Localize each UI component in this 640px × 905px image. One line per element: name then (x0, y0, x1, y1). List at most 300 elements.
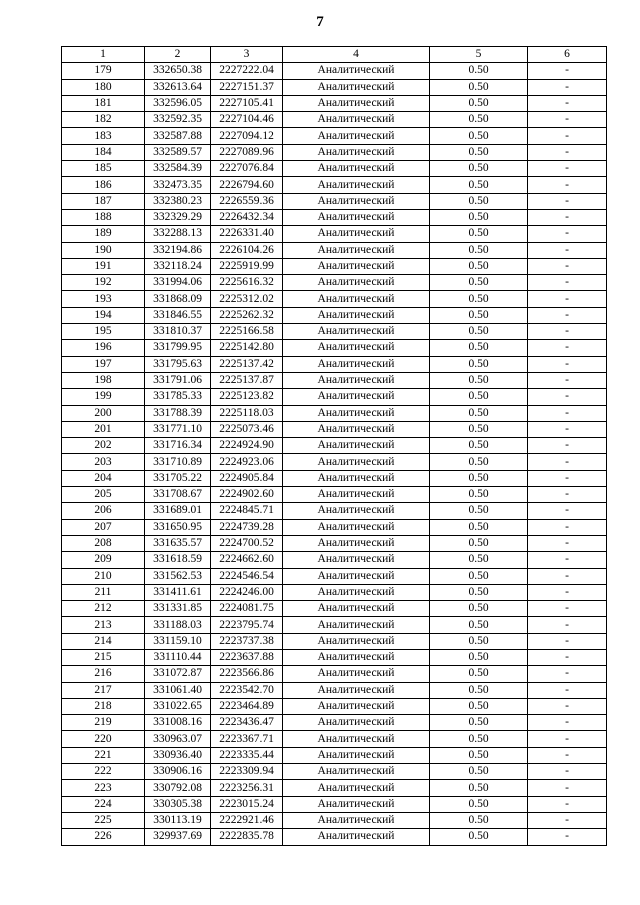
table-cell: - (528, 177, 607, 193)
table-cell: Аналитический (283, 780, 430, 796)
table-cell: 331562.53 (145, 568, 211, 584)
table-cell: Аналитический (283, 193, 430, 209)
table-cell: 2224845.71 (211, 503, 283, 519)
table-cell: 331188.03 (145, 617, 211, 633)
table-cell: 190 (62, 242, 145, 258)
table-cell: Аналитический (283, 731, 430, 747)
table-row (62, 764, 607, 780)
table-cell: 330305.38 (145, 796, 211, 812)
table-cell: 2223309.94 (211, 764, 283, 780)
column-header-5: 5 (430, 47, 528, 63)
table-cell: 0.50 (430, 209, 528, 225)
table-cell: - (528, 193, 607, 209)
table-cell: - (528, 275, 607, 291)
table-cell: Аналитический (283, 79, 430, 95)
table-cell: 2227104.46 (211, 112, 283, 128)
table-cell: Аналитический (283, 829, 430, 845)
table-cell: Аналитический (283, 356, 430, 372)
table-row (62, 112, 607, 128)
table-cell: 331708.67 (145, 487, 211, 503)
table-cell: 203 (62, 454, 145, 470)
table-cell: - (528, 796, 607, 812)
table-row (62, 95, 607, 111)
table-cell: 0.50 (430, 552, 528, 568)
table-cell: 2225166.58 (211, 324, 283, 340)
table-cell: - (528, 503, 607, 519)
table-cell: - (528, 144, 607, 160)
table-cell: 331868.09 (145, 291, 211, 307)
table-cell: 2223566.86 (211, 666, 283, 682)
table-cell: 205 (62, 487, 145, 503)
table-cell: - (528, 535, 607, 551)
table-cell: 2226432.34 (211, 209, 283, 225)
table-cell: - (528, 454, 607, 470)
table-cell: 185 (62, 161, 145, 177)
table-cell: 0.50 (430, 144, 528, 160)
table-row (62, 568, 607, 584)
table-cell: 0.50 (430, 601, 528, 617)
table-cell: 2225073.46 (211, 421, 283, 437)
table-cell: - (528, 324, 607, 340)
table-cell: 332118.24 (145, 258, 211, 274)
table-cell: Аналитический (283, 275, 430, 291)
table-cell: 216 (62, 666, 145, 682)
table-cell: 331846.55 (145, 307, 211, 323)
table-cell: 218 (62, 698, 145, 714)
table-cell: - (528, 95, 607, 111)
table-cell: - (528, 307, 607, 323)
table-cell: - (528, 487, 607, 503)
table-cell: 331061.40 (145, 682, 211, 698)
table-cell: Аналитический (283, 389, 430, 405)
table-row (62, 226, 607, 242)
table-cell: 2224546.54 (211, 568, 283, 584)
table-cell: 0.50 (430, 389, 528, 405)
table-cell: 330963.07 (145, 731, 211, 747)
table-cell: 221 (62, 747, 145, 763)
table-cell: 0.50 (430, 698, 528, 714)
table-cell: Аналитический (283, 209, 430, 225)
table-cell: 2222835.78 (211, 829, 283, 845)
table-cell: 0.50 (430, 128, 528, 144)
table-row (62, 666, 607, 682)
column-header-6: 6 (528, 47, 607, 63)
table-cell: - (528, 340, 607, 356)
table-cell: 0.50 (430, 715, 528, 731)
table-cell: 2224662.60 (211, 552, 283, 568)
table-row (62, 519, 607, 535)
table-cell: Аналитический (283, 617, 430, 633)
table-cell: Аналитический (283, 552, 430, 568)
table-cell: - (528, 405, 607, 421)
table-row (62, 372, 607, 388)
table-cell: - (528, 161, 607, 177)
table-row (62, 258, 607, 274)
table-cell: 0.50 (430, 584, 528, 600)
table-cell: 220 (62, 731, 145, 747)
table-row (62, 242, 607, 258)
table-cell: Аналитический (283, 519, 430, 535)
table-cell: 331072.87 (145, 666, 211, 682)
table-cell: 2226104.26 (211, 242, 283, 258)
table-cell: 0.50 (430, 291, 528, 307)
table-cell: - (528, 764, 607, 780)
table-cell: 0.50 (430, 666, 528, 682)
table-cell: 0.50 (430, 454, 528, 470)
table-cell: 2223637.88 (211, 649, 283, 665)
table-row (62, 796, 607, 812)
table-cell: - (528, 470, 607, 486)
table-cell: - (528, 226, 607, 242)
table-cell: - (528, 356, 607, 372)
table-cell: 202 (62, 438, 145, 454)
table-row (62, 698, 607, 714)
table-cell: 0.50 (430, 79, 528, 95)
table-cell: 186 (62, 177, 145, 193)
table-row (62, 356, 607, 372)
table-cell: - (528, 79, 607, 95)
table-cell: 331618.59 (145, 552, 211, 568)
table-cell: 201 (62, 421, 145, 437)
table-cell: 0.50 (430, 747, 528, 763)
table-cell: 193 (62, 291, 145, 307)
table-cell: Аналитический (283, 764, 430, 780)
table-cell: 2225919.99 (211, 258, 283, 274)
table-cell: Аналитический (283, 291, 430, 307)
table-cell: 2224739.28 (211, 519, 283, 535)
table-cell: 332613.64 (145, 79, 211, 95)
table-cell: 198 (62, 372, 145, 388)
table-cell: - (528, 421, 607, 437)
table-row (62, 829, 607, 845)
table-cell: - (528, 633, 607, 649)
table-cell: 332589.57 (145, 144, 211, 160)
table-cell: Аналитический (283, 177, 430, 193)
table-cell: Аналитический (283, 487, 430, 503)
table-row (62, 584, 607, 600)
table-row (62, 682, 607, 698)
table-cell: 2224902.60 (211, 487, 283, 503)
table-row (62, 193, 607, 209)
table-cell: - (528, 682, 607, 698)
table-row (62, 487, 607, 503)
table-cell: 188 (62, 209, 145, 225)
table-cell: Аналитический (283, 63, 430, 79)
table-cell: 0.50 (430, 438, 528, 454)
table-cell: 211 (62, 584, 145, 600)
table-cell: 0.50 (430, 487, 528, 503)
table-cell: 2226559.36 (211, 193, 283, 209)
table-cell: - (528, 519, 607, 535)
table-cell: - (528, 780, 607, 796)
table-cell: 2227151.37 (211, 79, 283, 95)
table-cell: - (528, 812, 607, 828)
table-cell: Аналитический (283, 144, 430, 160)
table-cell: 2224924.90 (211, 438, 283, 454)
table-cell: 330792.08 (145, 780, 211, 796)
table-cell: 332596.05 (145, 95, 211, 111)
table-cell: 2224700.52 (211, 535, 283, 551)
table-cell: Аналитический (283, 666, 430, 682)
table-cell: 0.50 (430, 193, 528, 209)
table-cell: 208 (62, 535, 145, 551)
table-cell: 2225616.32 (211, 275, 283, 291)
table-cell: Аналитический (283, 405, 430, 421)
table-row (62, 747, 607, 763)
table-row (62, 731, 607, 747)
table-row (62, 389, 607, 405)
table-cell: 0.50 (430, 405, 528, 421)
table-row (62, 617, 607, 633)
table-cell: 0.50 (430, 242, 528, 258)
table-cell: 331689.01 (145, 503, 211, 519)
table-cell: 0.50 (430, 356, 528, 372)
table-cell: 0.50 (430, 63, 528, 79)
table-cell: Аналитический (283, 161, 430, 177)
table-cell: 332380.23 (145, 193, 211, 209)
table-cell: 332194.86 (145, 242, 211, 258)
page-number: 7 (316, 14, 324, 30)
table-row (62, 470, 607, 486)
table-cell: Аналитический (283, 324, 430, 340)
table-cell: 187 (62, 193, 145, 209)
table-body (62, 63, 607, 845)
table-cell: - (528, 666, 607, 682)
table-cell: 183 (62, 128, 145, 144)
table-cell: 2224905.84 (211, 470, 283, 486)
table-cell: 2225312.02 (211, 291, 283, 307)
table-cell: Аналитический (283, 698, 430, 714)
table-cell: 2224081.75 (211, 601, 283, 617)
table-cell: - (528, 209, 607, 225)
table-cell: 2226331.40 (211, 226, 283, 242)
table-cell: 2226794.60 (211, 177, 283, 193)
column-header-3: 3 (211, 47, 283, 63)
table-cell: 330936.40 (145, 747, 211, 763)
table-cell: 2223542.70 (211, 682, 283, 698)
table-cell: 0.50 (430, 633, 528, 649)
table-row (62, 340, 607, 356)
table-cell: 0.50 (430, 535, 528, 551)
table-cell: 331810.37 (145, 324, 211, 340)
table-cell: Аналитический (283, 454, 430, 470)
table-cell: 181 (62, 95, 145, 111)
table-cell: 0.50 (430, 340, 528, 356)
table-cell: - (528, 372, 607, 388)
table-cell: Аналитический (283, 601, 430, 617)
table-cell: 0.50 (430, 568, 528, 584)
table-cell: 331791.06 (145, 372, 211, 388)
table-cell: 2223436.47 (211, 715, 283, 731)
table-cell: 180 (62, 79, 145, 95)
table-cell: 197 (62, 356, 145, 372)
table-cell: - (528, 715, 607, 731)
table-row (62, 601, 607, 617)
table-cell: Аналитический (283, 503, 430, 519)
table-cell: 332584.39 (145, 161, 211, 177)
table-cell: 192 (62, 275, 145, 291)
table-cell: 2223464.89 (211, 698, 283, 714)
table-cell: 0.50 (430, 682, 528, 698)
table-cell: 331411.61 (145, 584, 211, 600)
table-cell: 222 (62, 764, 145, 780)
table-cell: 2223737.38 (211, 633, 283, 649)
table-cell: 195 (62, 324, 145, 340)
table-cell: 191 (62, 258, 145, 274)
table-cell: 332288.13 (145, 226, 211, 242)
table-cell: 331771.10 (145, 421, 211, 437)
table-row (62, 552, 607, 568)
table-cell: Аналитический (283, 258, 430, 274)
table-cell: 0.50 (430, 226, 528, 242)
table-row (62, 161, 607, 177)
table-cell: 331331.85 (145, 601, 211, 617)
table-cell: 0.50 (430, 764, 528, 780)
table-cell: 331710.89 (145, 454, 211, 470)
table-cell: - (528, 291, 607, 307)
table-cell: 331650.95 (145, 519, 211, 535)
table-cell: 213 (62, 617, 145, 633)
table-cell: Аналитический (283, 95, 430, 111)
table-cell: - (528, 552, 607, 568)
table-cell: 200 (62, 405, 145, 421)
table-cell: 330113.19 (145, 812, 211, 828)
table-cell: - (528, 258, 607, 274)
table-cell: 2225142.80 (211, 340, 283, 356)
table-row (62, 454, 607, 470)
table-cell: 331795.63 (145, 356, 211, 372)
table-cell: - (528, 568, 607, 584)
table-cell: 2223367.71 (211, 731, 283, 747)
table-cell: - (528, 601, 607, 617)
table-cell: 2223795.74 (211, 617, 283, 633)
coordinates-table (61, 46, 607, 846)
table-cell: 199 (62, 389, 145, 405)
table-row (62, 128, 607, 144)
table-cell: 206 (62, 503, 145, 519)
table-cell: 226 (62, 829, 145, 845)
table-cell: 2225118.03 (211, 405, 283, 421)
table-cell: 330906.16 (145, 764, 211, 780)
table-row (62, 438, 607, 454)
table-cell: Аналитический (283, 535, 430, 551)
table-cell: 2227076.84 (211, 161, 283, 177)
table-cell: 0.50 (430, 161, 528, 177)
table-cell: 210 (62, 568, 145, 584)
table-cell: Аналитический (283, 796, 430, 812)
table-row (62, 633, 607, 649)
table-cell: - (528, 128, 607, 144)
table-cell: - (528, 389, 607, 405)
table-cell: - (528, 747, 607, 763)
table-cell: 331022.65 (145, 698, 211, 714)
table-row (62, 715, 607, 731)
table-cell: 2225137.42 (211, 356, 283, 372)
table-cell: 0.50 (430, 812, 528, 828)
table-cell: - (528, 649, 607, 665)
table-cell: 225 (62, 812, 145, 828)
table-cell: 0.50 (430, 780, 528, 796)
table-cell: 332587.88 (145, 128, 211, 144)
table-cell: - (528, 584, 607, 600)
table-cell: 194 (62, 307, 145, 323)
table-cell: Аналитический (283, 812, 430, 828)
table-cell: 0.50 (430, 470, 528, 486)
table-cell: 2223256.31 (211, 780, 283, 796)
table-cell: 332473.35 (145, 177, 211, 193)
table-cell: 182 (62, 112, 145, 128)
table-cell: 0.50 (430, 307, 528, 323)
table-cell: 0.50 (430, 519, 528, 535)
table-cell: 0.50 (430, 95, 528, 111)
table-row (62, 177, 607, 193)
table-cell: Аналитический (283, 747, 430, 763)
table-cell: 209 (62, 552, 145, 568)
table-row (62, 649, 607, 665)
table-cell: - (528, 698, 607, 714)
table-cell: Аналитический (283, 470, 430, 486)
table-cell: 331716.34 (145, 438, 211, 454)
table-cell: 219 (62, 715, 145, 731)
table-cell: Аналитический (283, 242, 430, 258)
table-cell: 331799.95 (145, 340, 211, 356)
table-cell: 2227222.04 (211, 63, 283, 79)
table-cell: - (528, 438, 607, 454)
table-cell: 0.50 (430, 503, 528, 519)
table-cell: 2227089.96 (211, 144, 283, 160)
table-cell: 331788.39 (145, 405, 211, 421)
table-cell: 184 (62, 144, 145, 160)
table-row (62, 421, 607, 437)
table-cell: 2225123.82 (211, 389, 283, 405)
table-cell: - (528, 63, 607, 79)
table-cell: 215 (62, 649, 145, 665)
table-row (62, 324, 607, 340)
table-cell: Аналитический (283, 649, 430, 665)
table-cell: Аналитический (283, 633, 430, 649)
table-cell: 2224923.06 (211, 454, 283, 470)
table-cell: - (528, 112, 607, 128)
table-header-row (62, 47, 607, 63)
column-header-2: 2 (145, 47, 211, 63)
table-cell: 212 (62, 601, 145, 617)
table-row (62, 812, 607, 828)
table-cell: Аналитический (283, 438, 430, 454)
table-cell: Аналитический (283, 568, 430, 584)
table-cell: 2227094.12 (211, 128, 283, 144)
table-row (62, 780, 607, 796)
table-cell: 2224246.00 (211, 584, 283, 600)
column-header-4: 4 (283, 47, 430, 63)
table-cell: 196 (62, 340, 145, 356)
table-cell: 0.50 (430, 177, 528, 193)
table-cell: 2223335.44 (211, 747, 283, 763)
table-row (62, 503, 607, 519)
table-cell: 2227105.41 (211, 95, 283, 111)
table-cell: Аналитический (283, 128, 430, 144)
table-row (62, 307, 607, 323)
table-cell: 331705.22 (145, 470, 211, 486)
table-cell: 0.50 (430, 731, 528, 747)
table-cell: - (528, 731, 607, 747)
table-row (62, 405, 607, 421)
table-cell: 2225262.32 (211, 307, 283, 323)
table-cell: 0.50 (430, 829, 528, 845)
table-cell: 331635.57 (145, 535, 211, 551)
table-cell: 0.50 (430, 649, 528, 665)
table-cell: 0.50 (430, 617, 528, 633)
table-cell: Аналитический (283, 682, 430, 698)
